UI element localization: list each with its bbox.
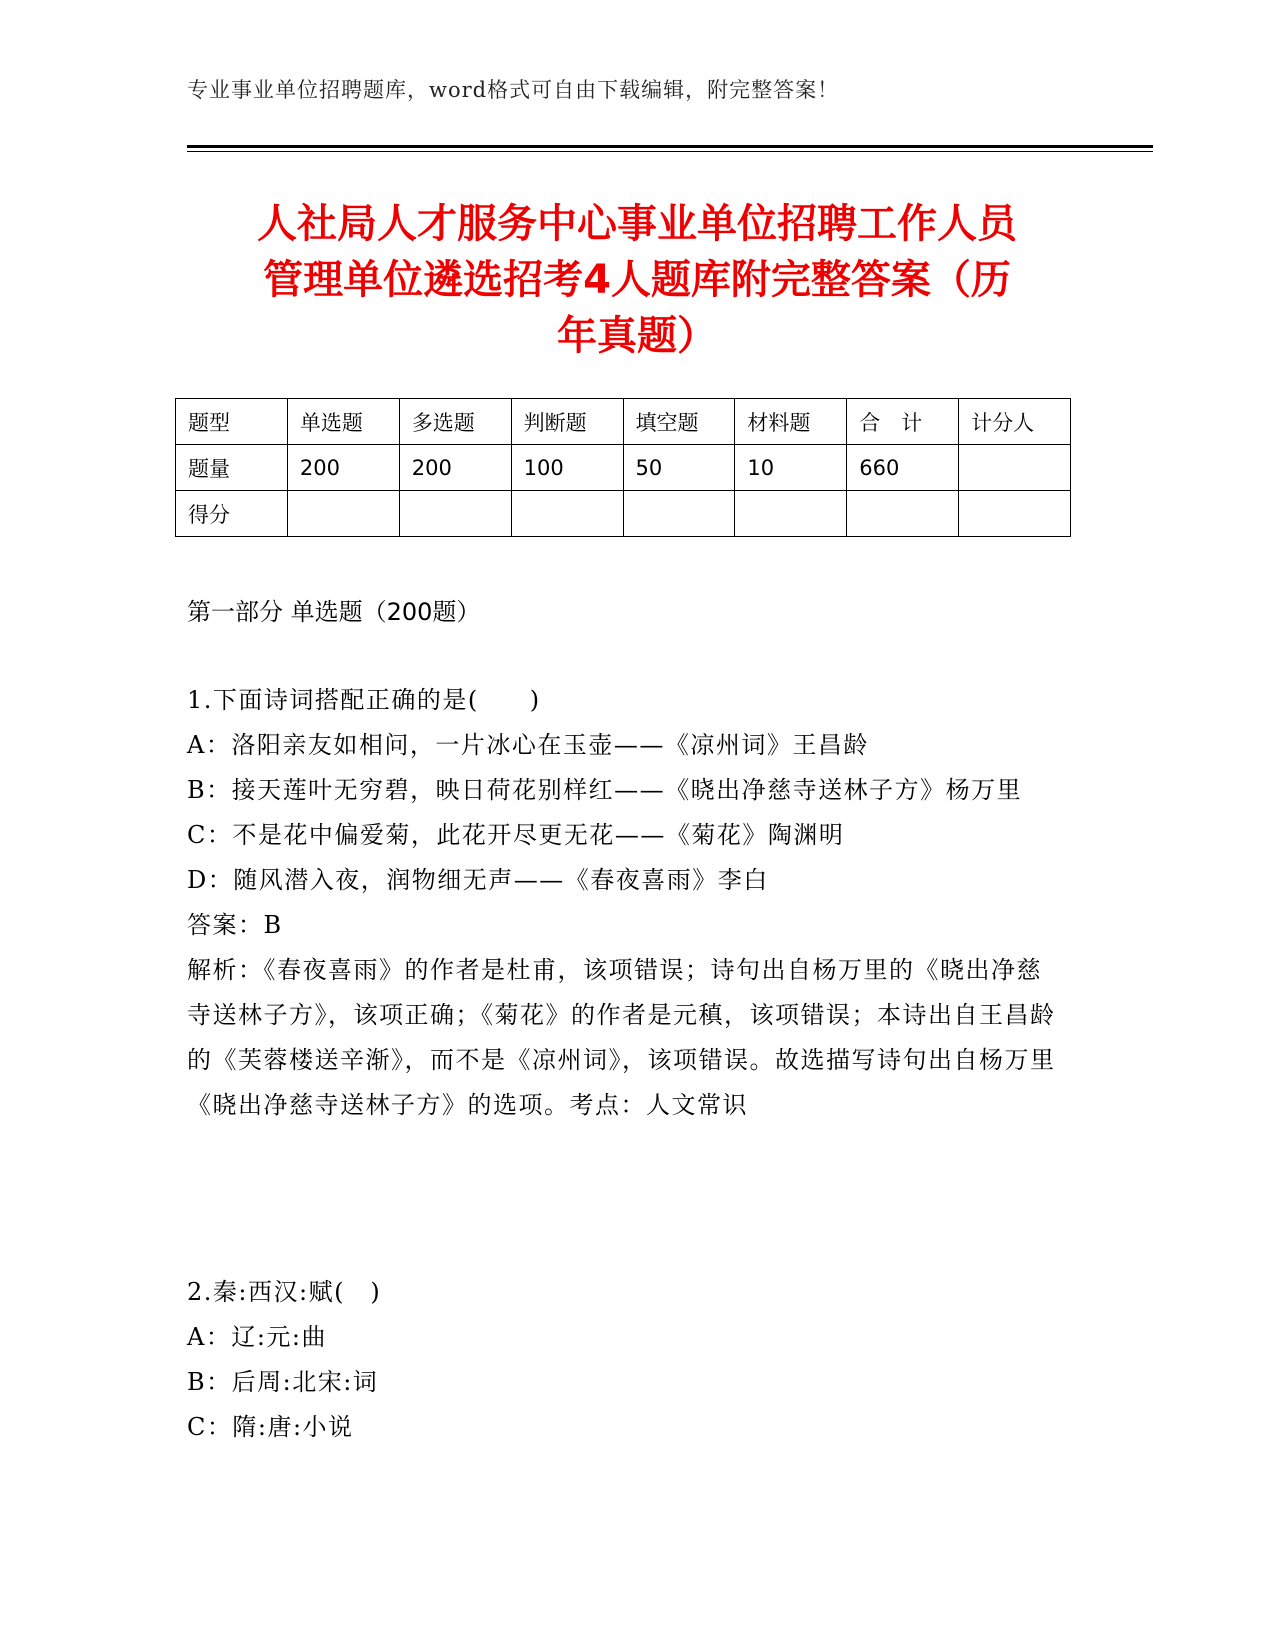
table-cell: 计分人	[959, 399, 1071, 445]
option-c: C：不是花中偏爱菊，此花开尽更无花——《菊花》陶渊明	[187, 821, 845, 849]
question-1	[187, 678, 1067, 1128]
table-cell: 单选题	[287, 399, 399, 445]
table-row	[176, 445, 1071, 491]
analysis	[187, 948, 1067, 1128]
title-line: 管理单位遴选招考4人题库附完整答案（历	[263, 257, 1011, 303]
document-title	[187, 196, 1087, 364]
table-cell	[287, 491, 399, 537]
table-cell: 填空题	[623, 399, 735, 445]
table-cell: 题量	[176, 445, 288, 491]
option-a: A：辽:元:曲	[187, 1323, 328, 1351]
table-row	[176, 491, 1071, 537]
header-note: 专业事业单位招聘题库，word格式可自由下载编辑，附完整答案！	[187, 78, 840, 102]
section-heading: 第一部分 单选题（200题）	[187, 598, 481, 626]
answer-line	[187, 903, 1067, 948]
header-rule-thin	[187, 151, 1153, 152]
analysis-text: 《春夜喜雨》的作者是杜甫，该项错误；诗句出自杨万里的《晓出净慈寺送林子方》，该项正确；《菊花》的作者是元稹，该项错误；本诗出自王昌龄的《芙蓉楼送辛渐》，而不是《凉州词》，该项错误。故选描写诗句出自杨万里《晓出净慈寺送林子方》的选项。考点：人文常识	[187, 956, 1056, 1119]
title-line: 年真题）	[557, 313, 717, 359]
title-line: 人社局人才服务中心事业单位招聘工作人员	[257, 201, 1017, 247]
table-cell: 合 计	[847, 399, 959, 445]
analysis-label: 解析：	[187, 956, 264, 984]
answer-value: B	[263, 911, 283, 939]
table-cell	[959, 491, 1071, 537]
table-cell: 200	[287, 445, 399, 491]
question-stem: 2.秦:西汉:赋( )	[187, 1278, 382, 1306]
question-stem: 1.下面诗词搭配正确的是( )	[187, 686, 541, 714]
table-cell: 材料题	[735, 399, 847, 445]
table-cell: 660	[847, 445, 959, 491]
table-cell: 100	[511, 445, 623, 491]
table-cell	[399, 491, 511, 537]
option-c: C：隋:唐:小说	[187, 1413, 354, 1441]
table-cell: 得分	[176, 491, 288, 537]
table-cell: 10	[735, 445, 847, 491]
option-b: B：接天莲叶无穷碧，映日荷花别样红——《晓出净慈寺送林子方》杨万里	[187, 776, 1023, 804]
answer-label: 答案：	[187, 911, 264, 939]
table-cell: 题型	[176, 399, 288, 445]
option-b: B：后周:北宋:词	[187, 1368, 379, 1396]
option-d: D：随风潜入夜，润物细无声——《春夜喜雨》李白	[187, 866, 769, 894]
table-cell	[735, 491, 847, 537]
table-cell: 判断题	[511, 399, 623, 445]
table-cell	[511, 491, 623, 537]
table-cell	[847, 491, 959, 537]
score-table	[175, 398, 1071, 537]
table-cell	[623, 491, 735, 537]
table-cell: 多选题	[399, 399, 511, 445]
table-cell: 200	[399, 445, 511, 491]
question-2	[187, 1270, 1067, 1450]
table-cell: 50	[623, 445, 735, 491]
option-a: A：洛阳亲友如相问，一片冰心在玉壶——《凉州词》王昌龄	[187, 731, 869, 759]
table-row	[176, 399, 1071, 445]
table-cell	[959, 445, 1071, 491]
header-rule-thick	[187, 145, 1153, 148]
